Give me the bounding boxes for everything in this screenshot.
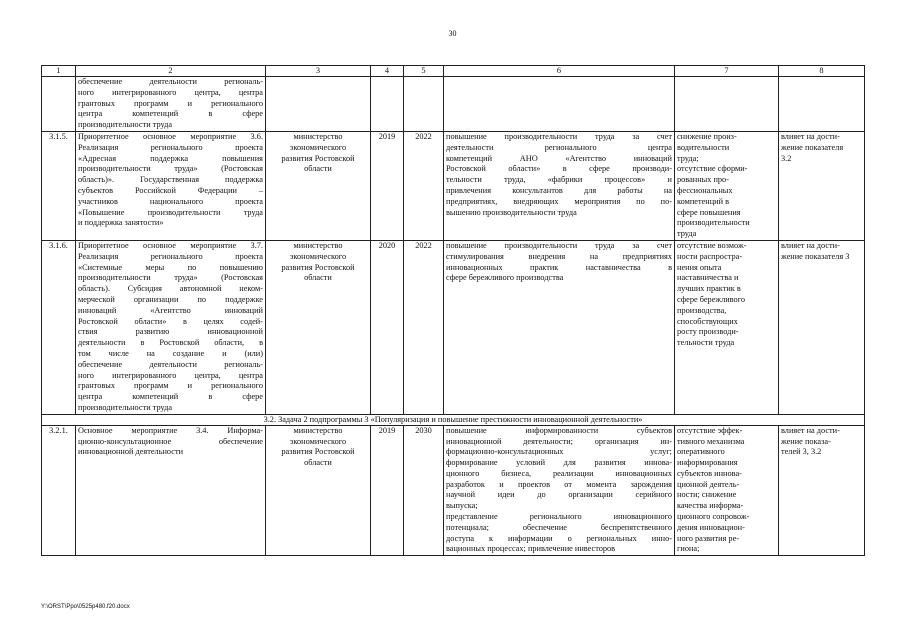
cell-num: 3.1.5. xyxy=(42,131,76,240)
text-line: Основное мероприятие 3.4. Информа- xyxy=(78,425,263,435)
text-line: стимулирования внедрения на предприятиях xyxy=(446,251,672,261)
text-line: потенциала; обеспечение беспрепятственного xyxy=(446,522,672,532)
text-line: инновационной деятельности; организация ин- xyxy=(446,436,672,446)
text-line: производительности труда xyxy=(78,402,173,412)
text-line: 3.2 xyxy=(781,153,792,163)
text-line: влияет на дости- xyxy=(781,131,840,141)
text-line: выпуска; xyxy=(446,501,478,511)
text-line: «Повышение производительности труда xyxy=(78,207,263,217)
text-line: министерство xyxy=(293,240,343,250)
table-row-315 xyxy=(42,131,865,240)
text-line: грантовых программ и регионального xyxy=(78,381,263,391)
measure-text xyxy=(78,132,263,229)
cell-executor xyxy=(266,425,371,556)
text-line: вационных процессах; привлечение инвесторов xyxy=(446,544,616,554)
text-line: экономического xyxy=(289,251,347,261)
text-line: рованных про- xyxy=(677,175,729,185)
header-cell: 6 xyxy=(444,66,675,77)
text-line: министерство xyxy=(293,131,343,141)
text-line: ности; снижение xyxy=(677,490,737,500)
text-line: производительности xyxy=(677,218,750,228)
table-row-316 xyxy=(42,240,865,414)
cell-start: 2020 xyxy=(371,240,404,414)
text-line: научной идеи до организации серийного xyxy=(446,490,672,500)
cell-num xyxy=(42,77,76,132)
task-heading: 3.2. Задача 2 подпрограммы 3 «Популяризация и повышение престижности инновационной деятельности» xyxy=(42,414,865,425)
cell-consequence xyxy=(675,425,779,556)
text-line: развития Ростовской xyxy=(281,262,355,272)
text-line: ного интегрированного центра, центра xyxy=(78,87,263,97)
text-line: нения опыта xyxy=(677,262,722,272)
text-line: обеспечение деятельности региональ- xyxy=(78,77,263,86)
indicator-text xyxy=(781,241,862,263)
text-line: Ростовской области» в целях содей- xyxy=(78,316,263,326)
text-line: «Системные меры по повышению xyxy=(78,262,263,272)
text-line: влияет на дости- xyxy=(781,425,840,435)
text-line: том числе на создание и (или) xyxy=(78,348,263,358)
text-line: формационно-консультационных услуг; xyxy=(446,447,672,457)
text-line: повышение производительности труда за счет xyxy=(446,131,672,141)
text-line: информирования xyxy=(677,458,738,468)
text-line: труда; xyxy=(677,153,699,163)
cell-result xyxy=(444,77,675,132)
executor-text xyxy=(268,132,368,175)
text-line: ционно-консультационное обеспечение xyxy=(78,436,263,446)
header-cell: 7 xyxy=(675,66,779,77)
text-line: сфере бережливого xyxy=(677,294,746,304)
table-row-continuation xyxy=(42,77,865,132)
text-line: производительности труда» (Ростовская xyxy=(78,273,263,283)
cell-result xyxy=(444,425,675,556)
executor-text xyxy=(268,241,368,284)
text-line: и поддержка занятости» xyxy=(78,218,164,228)
cell-end: 2022 xyxy=(404,131,444,240)
cell-start: 2019 xyxy=(371,425,404,556)
text-line: ного развития ре- xyxy=(677,533,740,543)
header-row xyxy=(42,66,865,77)
consequence-text xyxy=(677,426,776,556)
text-line: гиона; xyxy=(677,544,700,554)
text-line: компетенций АНО «Агентство инноваций xyxy=(446,153,672,163)
text-line: Приоритетное основное мероприятие 3.6. xyxy=(78,131,263,141)
result-text xyxy=(446,241,672,284)
text-line: сфере бережливого производства xyxy=(446,273,564,283)
result-text xyxy=(446,132,672,218)
cell-indicator xyxy=(779,240,865,414)
text-line: субъектов иннова- xyxy=(677,468,742,478)
text-line: жение показателя xyxy=(781,142,844,152)
text-line: мерческой организации по поддержке xyxy=(78,294,263,304)
consequence-text xyxy=(677,241,776,349)
text-line: ного интегрированного центра, центра xyxy=(78,370,263,380)
text-line: Ростовской области» в сфере производи- xyxy=(446,164,672,174)
text-line: области xyxy=(304,164,332,174)
cell-indicator xyxy=(779,131,865,240)
task-row xyxy=(42,414,865,425)
consequence-text xyxy=(677,132,776,240)
text-line: компетенций в xyxy=(677,196,730,206)
text-line: тельности труда xyxy=(677,338,735,348)
cell-start xyxy=(371,77,404,132)
text-line: области xyxy=(304,458,332,468)
text-line: труда xyxy=(677,229,697,239)
text-line: качества информа- xyxy=(677,501,744,511)
text-line: оперативного xyxy=(677,447,725,457)
cell-measure xyxy=(76,77,266,132)
text-line: производительности труда» (Ростовская xyxy=(78,164,263,174)
cell-measure xyxy=(76,425,266,556)
text-line: производительности труда xyxy=(78,120,173,130)
text-line: деятельности в Ростовской области, в xyxy=(78,338,263,348)
cell-measure xyxy=(76,131,266,240)
result-text xyxy=(446,426,672,556)
text-line: привлечения консультантов для работы на xyxy=(446,185,672,195)
text-line: области xyxy=(304,273,332,283)
cell-indicator xyxy=(779,425,865,556)
text-line: жение показателя 3 xyxy=(781,251,850,261)
header-cell: 8 xyxy=(779,66,865,77)
text-line: обеспечение деятельности региональ- xyxy=(78,359,263,369)
text-line: жение показа- xyxy=(781,436,831,446)
text-line: область). Субсидия автономной неком- xyxy=(78,284,263,294)
text-line: вышению производительности труда xyxy=(446,207,577,217)
text-line: ционной деятель- xyxy=(677,479,740,489)
text-line: доступа к информации о региональных инно- xyxy=(446,533,672,543)
text-line: ности распростра- xyxy=(677,251,743,261)
text-line: дения инновацион- xyxy=(677,522,745,532)
text-line: водительности xyxy=(677,142,730,152)
text-line: грантовых программ и регионального xyxy=(78,98,263,108)
text-line: наставничества и xyxy=(677,273,739,283)
header-cell: 3 xyxy=(266,66,371,77)
text-line: экономического xyxy=(289,436,347,446)
text-line: Реализация регионального проекта xyxy=(78,251,263,261)
page-number: 30 xyxy=(448,29,457,38)
text-line: развития Ростовской xyxy=(281,153,355,163)
cell-num: 3.1.6. xyxy=(42,240,76,414)
text-line: повышение производительности труда за счет xyxy=(446,240,672,250)
text-line: представление регионального инновационного xyxy=(446,512,672,522)
cell-result xyxy=(444,240,675,414)
text-line: субъектов Российской Федерации – xyxy=(78,185,263,195)
text-line: инновационной деятельности xyxy=(78,447,184,457)
text-line: отсутствие сформи- xyxy=(677,164,748,174)
text-line: росту производи- xyxy=(677,327,739,337)
header-cell: 2 xyxy=(76,66,266,77)
header-cell: 5 xyxy=(404,66,444,77)
cell-end: 2030 xyxy=(404,425,444,556)
text-line: лучших практик в xyxy=(677,284,741,294)
indicator-text xyxy=(781,132,862,164)
measure-text xyxy=(78,77,263,131)
cell-start: 2019 xyxy=(371,131,404,240)
file-path-footer: Y:\ORST\Ppo\0525p480.f20.docx xyxy=(41,604,130,610)
header-cell: 4 xyxy=(371,66,404,77)
text-line: ционного сопровож- xyxy=(677,512,750,522)
text-line: Приоритетное основное мероприятие 3.7. xyxy=(78,240,263,250)
cell-consequence xyxy=(675,240,779,414)
cell-executor xyxy=(266,77,371,132)
text-line: инновационных практик наставничества в xyxy=(446,262,672,272)
measures-table xyxy=(41,65,865,556)
text-line: влияет на дости- xyxy=(781,240,840,250)
text-line: ционного бизнеса, реализации инновационных xyxy=(446,468,672,478)
cell-consequence xyxy=(675,77,779,132)
cell-end: 2022 xyxy=(404,240,444,414)
text-line: область)». Государственная поддержка xyxy=(78,175,263,185)
text-line: телей 3, 3.2 xyxy=(781,447,822,457)
cell-result xyxy=(444,131,675,240)
indicator-text xyxy=(781,426,862,458)
text-line: отсутствие эффек- xyxy=(677,425,743,435)
text-line: производства, xyxy=(677,305,727,315)
text-line: тивного механизма xyxy=(677,436,745,446)
text-line: Реализация регионального проекта xyxy=(78,142,263,152)
text-line: предприятиях, внедряющих мероприятия по по- xyxy=(446,196,672,206)
executor-text xyxy=(268,426,368,469)
text-line: центра компетенций в сфере xyxy=(78,392,263,402)
text-line: разработок и проектов от момента зарождения xyxy=(446,479,672,489)
cell-num: 3.2.1. xyxy=(42,425,76,556)
text-line: центра компетенций в сфере xyxy=(78,109,263,119)
text-line: министерство xyxy=(293,425,343,435)
text-line: деятельности регионального центра xyxy=(446,142,672,152)
text-line: участников национального проекта xyxy=(78,196,263,206)
cell-indicator xyxy=(779,77,865,132)
table-row-321 xyxy=(42,425,865,556)
text-line: отсутствие возмож- xyxy=(677,240,747,250)
text-line: повышение информированности субъектов xyxy=(446,425,672,435)
text-line: сфере повышения xyxy=(677,207,741,217)
cell-executor xyxy=(266,240,371,414)
text-line: способствующих xyxy=(677,316,738,326)
text-line: формирование условий для развития иннова- xyxy=(446,458,672,468)
cell-executor xyxy=(266,131,371,240)
text-line: тельности труда, «фабрики процессов» и xyxy=(446,175,672,185)
measure-text xyxy=(78,241,263,414)
cell-end xyxy=(404,77,444,132)
text-line: снижение произ- xyxy=(677,131,737,141)
text-line: развития Ростовской xyxy=(281,447,355,457)
measure-text xyxy=(78,426,263,458)
text-line: «Адресная поддержка повышения xyxy=(78,153,263,163)
text-line: фессиональных xyxy=(677,185,733,195)
header-cell: 1 xyxy=(42,66,76,77)
cell-measure xyxy=(76,240,266,414)
text-line: экономического xyxy=(289,142,347,152)
text-line: инноваций «Агентство инноваций xyxy=(78,305,263,315)
text-line: ствия развитию инновационной xyxy=(78,327,263,337)
cell-consequence xyxy=(675,131,779,240)
